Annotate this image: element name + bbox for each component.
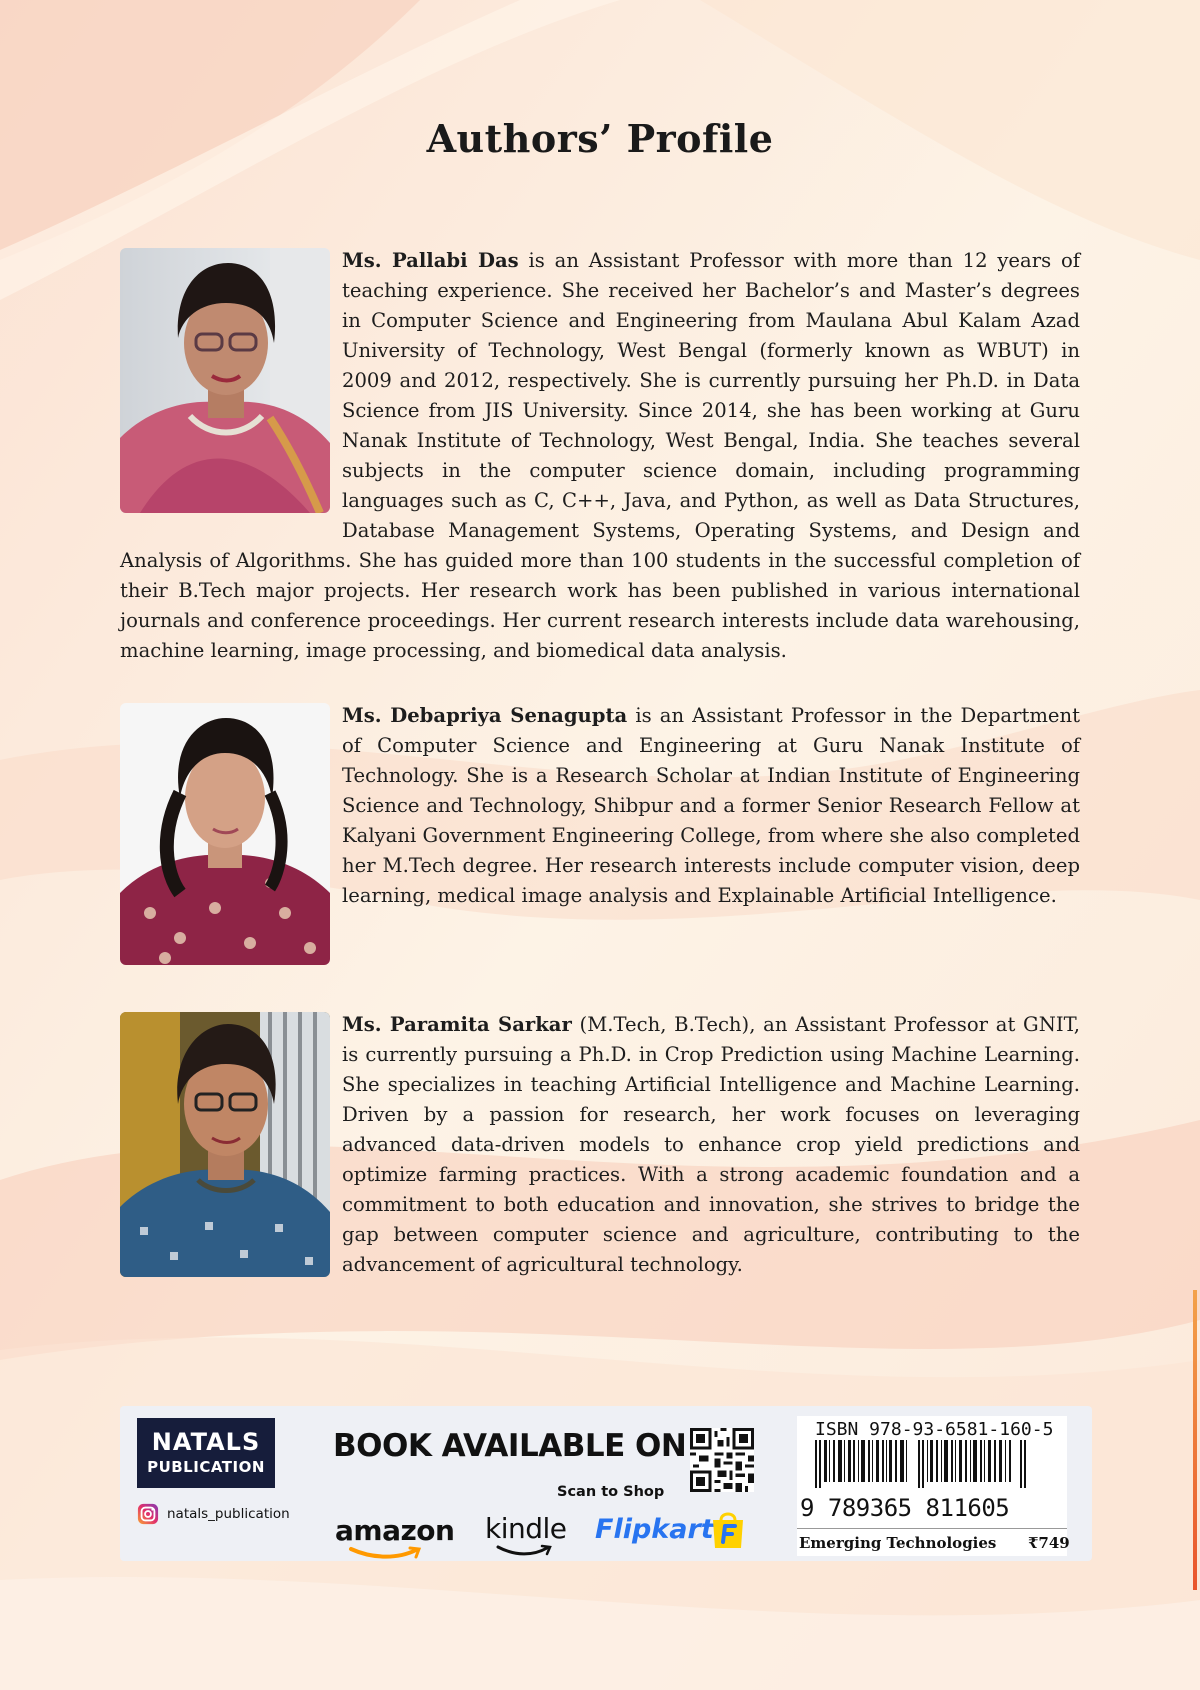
instagram-icon — [137, 1503, 159, 1525]
book-price: ₹749 — [1028, 1534, 1070, 1552]
instagram-handle: natals_publication — [167, 1506, 290, 1522]
page-title: Authors’ Profile — [426, 116, 774, 161]
book-available-heading: BOOK AVAILABLE ON — [333, 1428, 687, 1464]
author-name: Ms. Paramita Sarkar — [342, 1013, 572, 1036]
flipkart-bag-icon — [707, 1508, 749, 1550]
kindle-store-link[interactable]: kindle — [485, 1512, 567, 1545]
instagram-link[interactable] — [137, 1502, 290, 1526]
book-category: Emerging Technologies — [799, 1534, 997, 1552]
isbn-label: ISBN 978-93-6581-160-5 — [815, 1419, 1054, 1440]
author-profile — [120, 1010, 1080, 1281]
author-profile — [120, 701, 1080, 969]
author-bio: (M.Tech, B.Tech), an Assistant Professor at GNIT, is currently pursuing a Ph.D. in Crop Prediction using Machine Learning. She specializes in teaching Artificial Intelligence and Machine Learning. Driven by a passion for research, her work focuses on leveraging advanced data-driven models to enhance crop yield predictions and optimize farming practices. With a strong academic foundation and a commitment to both education and innovation, she strives to bridge the gap between computer science and agriculture, contributing to the advancement of agricultural technology. — [342, 1013, 1081, 1276]
amazon-store-link[interactable]: amazon — [335, 1514, 455, 1547]
author-bio: is an Assistant Professor in the Department of Computer Science and Engineering at Guru Nanak Institute of Technology. She is a Research Scholar at Indian Institute of Engineering Science and Technology, Shibpur and a former Senior Research Fellow at Kalyani Government Engineering College, from where she also completed her M.Tech degree. Her research interests include computer vision, deep learning, medical image analysis and Explainable Artificial Intelligence. — [342, 704, 1080, 907]
author-photo — [120, 1012, 330, 1277]
author-bio: is an Assistant Professor with more than 12 years of teaching experience. She received her Bachelor’s and Master’s degrees in Computer Science and Engineering from Maulana Abul Kalam Azad University of Technology, West Bengal (formerly known as WBUT) in 2009 and 2012, respectively. She is currently pursuing her Ph.D. in Data Science from JIS University. Since 2014, she has been working at Guru Nanak Institute of Technology, West Bengal, India. She teaches several subjects in the computer science domain, including programming languages such as C, C++, Java, and Python, as well as Data Structures, Database Management Systems, Operating Systems, and Design and Analysis of Algorithms. She has guided more than 100 students in the successful completion of their B.Tech major projects. Her research work has been published in various international journals and conference proceedings. Her current research interests include data warehousing, machine learning, image processing, and biomedical data analysis. — [120, 249, 1080, 662]
barcode-icon — [815, 1440, 1030, 1488]
barcode-digits: 9 789365 811605 — [800, 1494, 1010, 1522]
publisher-logo — [137, 1418, 275, 1488]
edge-accent-stripe — [1193, 1290, 1197, 1590]
author-name: Ms. Pallabi Das — [342, 249, 519, 272]
author-profile — [120, 246, 1080, 666]
barcode-divider — [797, 1528, 1067, 1529]
author-name: Ms. Debapriya Senagupta — [342, 704, 628, 727]
publisher-name: NATALS — [151, 1428, 261, 1456]
author-photo — [120, 703, 330, 965]
qr-code-icon[interactable] — [690, 1428, 754, 1492]
flipkart-store-link[interactable]: Flipkart — [595, 1514, 714, 1545]
scan-to-shop-label: Scan to Shop — [557, 1484, 665, 1500]
amazon-smile-icon — [348, 1546, 423, 1560]
kindle-smile-icon — [495, 1544, 553, 1558]
publisher-subtitle: PUBLICATION — [147, 1458, 265, 1476]
author-photo — [120, 248, 330, 513]
